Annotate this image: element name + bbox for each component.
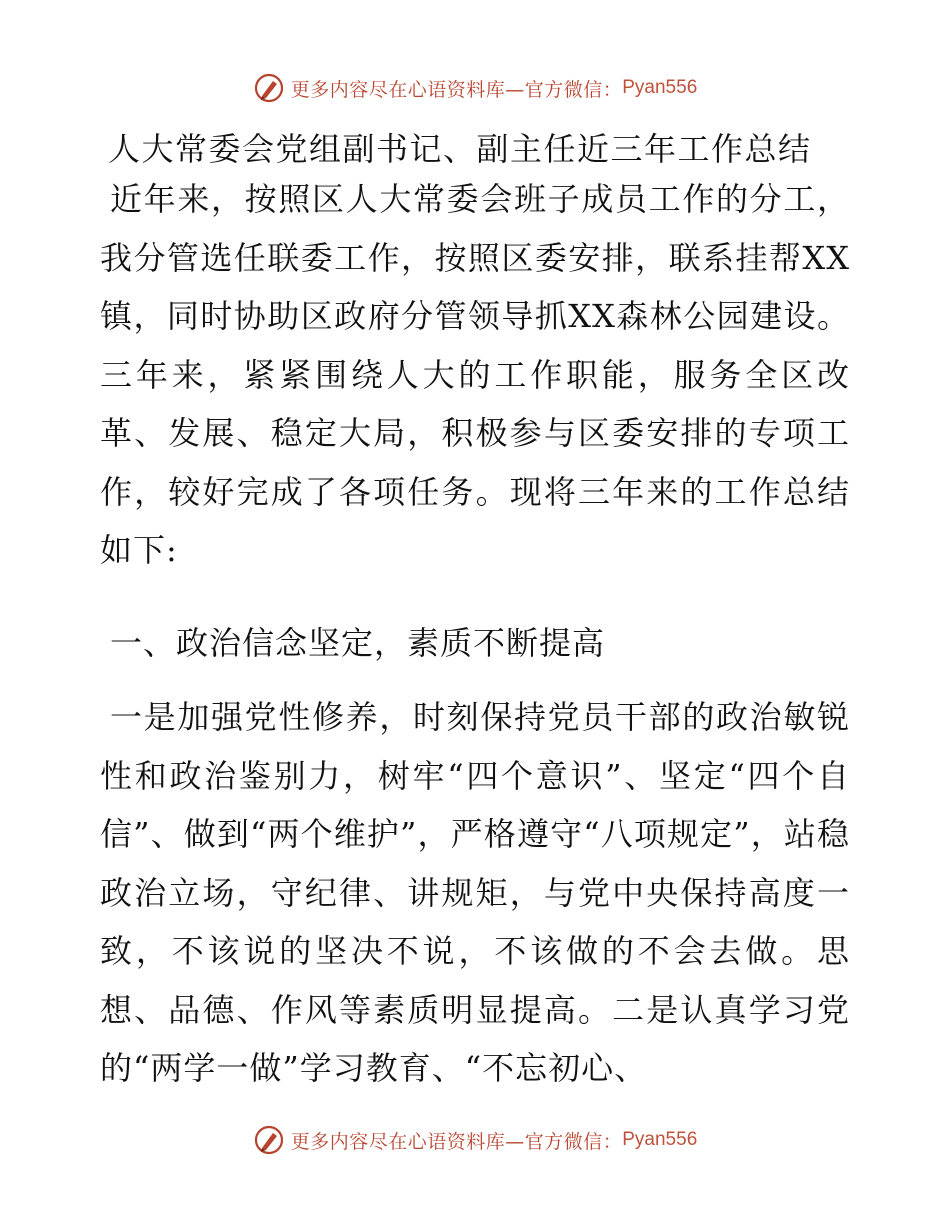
banner-wechat-id: Pyan556 — [622, 77, 698, 98]
banner-text: 更多内容尽在心语资料库—官方微信： — [290, 1130, 623, 1153]
pen-circle-logo-icon — [253, 1124, 285, 1156]
document-title: 人大常委会党组副书记、副主任近三年工作总结 — [108, 130, 812, 168]
banner-wechat-id: Pyan556 — [622, 1129, 698, 1150]
pen-circle-logo-icon — [253, 72, 285, 104]
paragraph-body: 一是加强党性修养，时刻保持党员干部的政治敏锐性和政治鉴别力，树牢“四个意识”、坚定“四个自信”、做到“两个维护”，严格遵守“八项规定”，站稳政治立场，守纪律、讲规矩，与党中央保持高度一致，不该说的坚决不说，不该做的不会去做。思想、品德、作风等素质明显提高。二是认真学习党的“两学一做”学习教育、“不忘初心、 — [100, 698, 850, 1087]
banner-text: 更多内容尽在心语资料库—官方微信： — [290, 78, 623, 101]
section-heading: 一、政治信念坚定，素质不断提高 — [110, 624, 606, 662]
footer-banner — [0, 1120, 950, 1160]
paragraph-intro: 近年来，按照区人大常委会班子成员工作的分工，我分管选任联委工作，按照区委安排，联系挂帮XX镇，同时协助区政府分管领导抓XX森林公园建设。三年来，紧紧围绕人大的工作职能，服务全区改革、发展、稳定大局，积极参与区委安排的专项工作，较好完成了各项任务。现将三年来的工作总结如下: — [100, 180, 850, 569]
header-banner — [0, 68, 950, 108]
